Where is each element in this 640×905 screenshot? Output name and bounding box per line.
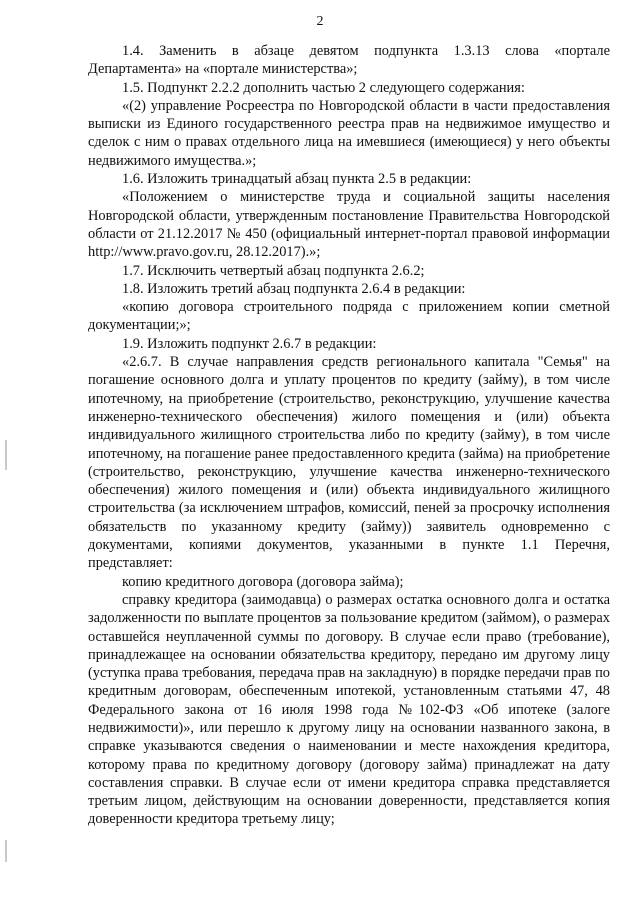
paragraph-spravka-kreditora: справку кредитора (заимодавца) о размерах остатка основного долга и остатка задолженности по выплате процентов за пользование кредитом (займом), о размерах оставшейся неуплаченной суммы по договору. В случае если право (требование), принадлежащее на основании обязательства кредитору, передано им другому лицу (уступка права требования, передача прав на закладную) в порядке передачи прав по кредитным договорам, обеспеченным ипотекой, установленным статьями 47, 48 Федерального закона от 16 июля 1998 года №102-ФЗ «Об ипотеке (залоге недвижимости)», или перешло к другому лицу на основании названного закона, в справке указываются сведения о наименовании и месте нахождения кредитора, которому права по кредитному договору (договору займа) принадлежат на дату составления справки. В случае если от имени кредитора справка представляется третьим лицом, действующим на основании доверенности, представляется копия доверенности кредитора третьему лицу; [88,591,610,828]
document-body [88,42,610,829]
paragraph-1-4: 1.4. Заменить в абзаце девятом подпункта 1.3.13 слова «портале Департамента» на «портале министерства»; [88,43,610,78]
scan-edge-mark [5,440,7,470]
paragraph-quote-rosreestr: «(2) управление Росреестра по Новгородской области в части предоставления выписки из Единого государственного реестра прав на недвижимое имущество и сделок с ним о правах отдельного лица на имевшиеся (имеющиеся) у него объекты недвижимого имущества.»; [88,97,610,169]
paragraph-quote-dogovor: «копию договора строительного подряда с приложением копии сметной документации;»; [88,299,610,334]
paragraph-1-7: 1.7. Исключить четвертый абзац подпункта 2.6.2; [122,262,425,279]
paragraph-quote-polozhenie: «Положением о министерстве труда и социальной защиты населения Новгородской области, утвержденным постановление Правительства Новгородской области от 21.12.2017 № 450 (официальный интернет-портал правовой информации http://www.pravo.gov.ru, 28.12.2017).»; [88,189,610,261]
paragraph-2-6-7: «2.6.7. В случае направления средств регионального капитала "Семья" на погашение основного долга и уплату процентов по кредиту (займу), в том числе ипотечному, на приобретение (строительство, реконструкцию, улучшение качества инженерно-технического обеспечения) жилого помещения и (или) объекта индивидуального жилищного строительства либо по кредиту (займу), в том числе ипотечному, на погашение ранее предоставленного кредита (займа) на приобретение (строительство, реконструкцию, улучшение качества инженерно-технического обеспечения) жилого помещения и (или) объекта индивидуального жилищного строительства (за исключением штрафов, комиссий, пеней за просрочку исполнения обязательств по указанному кредиту (займу)) заявитель одновременно с документами, копиями документов, указанными в пункте 1.1 Перечня, представляет: [88,354,610,572]
paragraph-1-8: 1.8. Изложить третий абзац подпункта 2.6.4 в редакции: [122,280,466,297]
paragraph-kopiya-dogovora: копию кредитного договора (договора займа); [122,573,404,590]
paragraph-1-5: 1.5. Подпункт 2.2.2 дополнить частью 2 следующего содержания: [122,79,525,96]
paragraph-1-9: 1.9. Изложить подпункт 2.6.7 в редакции: [122,335,377,352]
scan-edge-mark [5,840,7,862]
page-number: 2 [316,14,324,29]
paragraph-1-6: 1.6. Изложить тринадцатый абзац пункта 2.5 в редакции: [122,171,472,188]
